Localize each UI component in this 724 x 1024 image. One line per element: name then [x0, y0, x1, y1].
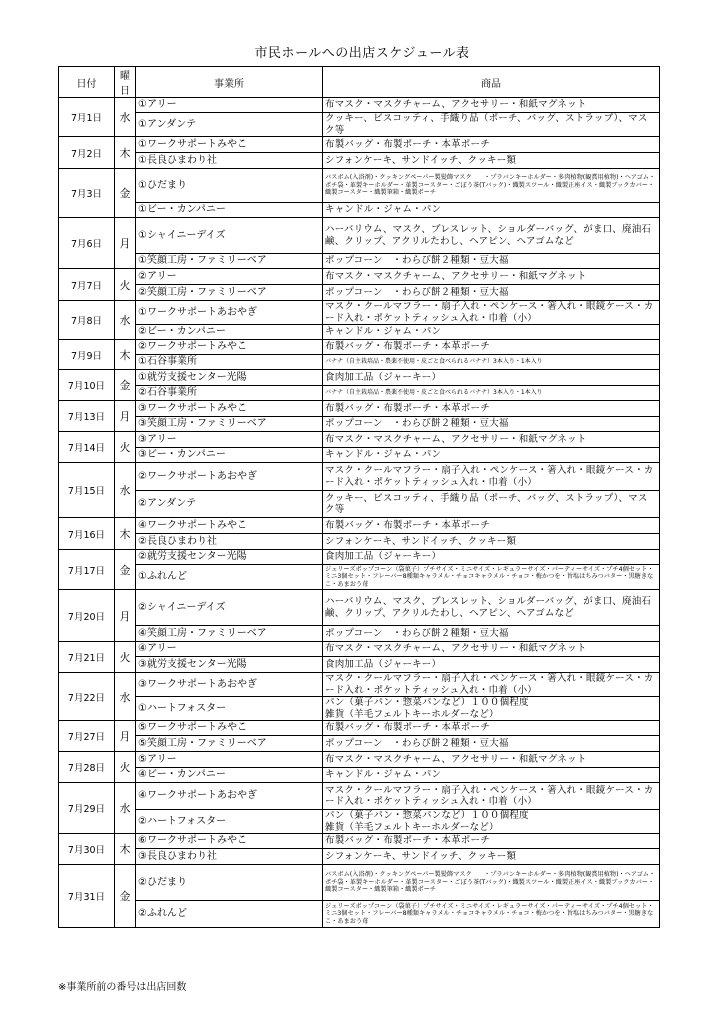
table-row	[59, 386, 660, 401]
table-row	[59, 810, 660, 834]
shop-cell: ②ハートフォスター	[136, 810, 323, 834]
product-cell: キャンドル・ジャム・パン	[323, 325, 660, 340]
table-row	[59, 768, 660, 783]
date-cell: 7月31日	[59, 865, 115, 928]
date-cell: 7月28日	[59, 752, 115, 783]
product-cell: 布マスク・マスクチャーム、アクセサリー・和紙マグネット	[323, 269, 660, 285]
shop-cell: ③ワークサポートあおやぎ	[136, 673, 323, 697]
product-cell: パン（菓子パン・惣菜パンなど）１００個程度 雑貨（羊毛フェルトキーホルダーなど）	[323, 810, 660, 834]
shop-cell: ④笑顔工房・ファミリーベア	[136, 626, 323, 642]
product-cell: シフォンケーキ、サンドイッチ、クッキー類	[323, 153, 660, 169]
weekday-cell: 水	[115, 673, 136, 721]
shop-cell: ③就労支援センター光陽	[136, 657, 323, 673]
product-cell: ポップコーン ・わらび餅２種類・豆大福	[323, 254, 660, 269]
table-row	[59, 518, 660, 534]
product-cell: マスク・クールマフラー・扇子入れ・ペンケース・箸入れ・眼鏡ケース・カード入れ・ポケットティッシュ入れ・巾着（小）	[323, 463, 660, 491]
date-cell: 7月29日	[59, 783, 115, 834]
product-cell: ポップコーン ・わらび餅２種類・豆大福	[323, 736, 660, 752]
table-row	[59, 565, 660, 590]
date-cell: 7月30日	[59, 834, 115, 865]
page-title: 市民ホールへの出店スケジュール表	[254, 46, 470, 61]
date-cell: 7月8日	[59, 301, 115, 340]
product-cell: マスク・クールマフラー・扇子入れ・ペンケース・箸入れ・眼鏡ケース・カード入れ・ポケットティッシュ入れ・巾着（小）	[323, 783, 660, 810]
table-row	[59, 113, 660, 137]
table-row	[59, 355, 660, 370]
table-row	[59, 626, 660, 642]
weekday-cell: 月	[115, 590, 136, 642]
product-cell: 食肉加工品（ジャーキー）	[323, 657, 660, 673]
product-cell: 布マスク・マスクチャーム、アクセサリー・和紙マグネット	[323, 98, 660, 113]
table-row	[59, 340, 660, 355]
weekday-cell: 水	[115, 783, 136, 834]
table-row	[59, 203, 660, 218]
date-cell: 7月16日	[59, 518, 115, 550]
date-cell: 7月10日	[59, 370, 115, 401]
shop-cell: ③アリー	[136, 432, 323, 448]
shop-cell: ②ビー・カンパニー	[136, 325, 323, 340]
product-cell: 布マスク・マスクチャーム、アクセサリー・和紙マグネット	[323, 642, 660, 657]
shop-cell: ②長良ひまわり社	[136, 534, 323, 550]
shop-cell: ⑤笑顔工房・ファミリーベア	[136, 736, 323, 752]
weekday-cell: 火	[115, 269, 136, 301]
weekday-cell: 金	[115, 865, 136, 928]
footnote: ※事業所前の番号は出店回数	[58, 982, 187, 993]
header-shop: 事業所	[136, 67, 323, 98]
shop-cell: ②アリー	[136, 269, 323, 285]
product-cell: シフォンケーキ、サンドイッチ、クッキー類	[323, 849, 660, 865]
shop-cell: ②石谷事業所	[136, 386, 323, 401]
weekday-cell: 木	[115, 518, 136, 550]
product-cell: キャンドル・ジャム・パン	[323, 203, 660, 218]
date-cell: 7月3日	[59, 169, 115, 218]
schedule-table	[58, 66, 660, 928]
date-cell: 7月13日	[59, 401, 115, 432]
product-cell: 布製バッグ・布製ポーチ・本革ポーチ	[323, 518, 660, 534]
header-dow: 曜日	[115, 67, 136, 98]
table-row	[59, 301, 660, 325]
product-cell: ジェリーズポップコーン（袋菓子）プチサイズ・ミニサイズ・レギュラーサイズ・パーティーサイズ・プチ4個セット・ミニ3個セット・フレーバー8種類キャラメル・チョコキャラメル・チョコ・梅かつを・旨塩はちみつバター・黒糖きなこ・あまおう苺	[323, 565, 660, 590]
date-cell: 7月14日	[59, 432, 115, 463]
product-cell: ポップコーン ・わらび餅２種類・豆大福	[323, 417, 660, 432]
date-cell: 7月7日	[59, 269, 115, 301]
date-cell: 7月2日	[59, 137, 115, 169]
table-row	[59, 432, 660, 448]
product-cell: パン（菓子パン・惣菜パンなど）１００個程度 雑貨（羊毛フェルトキーホルダーなど）	[323, 697, 660, 721]
shop-cell: ②ワークサポートあおやぎ	[136, 463, 323, 491]
weekday-cell: 木	[115, 834, 136, 865]
product-cell: 食肉加工品（ジャーキー）	[323, 370, 660, 386]
product-cell: ハーバリウム、マスク、ブレスレット、ショルダーバッグ、がま口、廃油石鹸、クリップ、アクリルたわし、ヘアピン、ヘアゴムなど	[323, 218, 660, 254]
shop-cell: ①アリー	[136, 98, 323, 113]
product-cell: ポップコーン ・わらび餅２種類・豆大福	[323, 626, 660, 642]
table-row	[59, 463, 660, 491]
weekday-cell: 月	[115, 401, 136, 432]
shop-cell: ①シャイニーデイズ	[136, 218, 323, 254]
table-row	[59, 642, 660, 657]
table-row	[59, 550, 660, 565]
shop-cell: ④ビー・カンパニー	[136, 768, 323, 783]
shop-cell: ①ふれんど	[136, 565, 323, 590]
weekday-cell: 水	[115, 98, 136, 137]
product-cell: バナナ（自主栽培品・農薬不使用・皮ごと食べられるバナナ）3本入り・1本入り	[323, 386, 660, 401]
shop-cell: ①長良ひまわり社	[136, 153, 323, 169]
product-cell: バスボム(入浴剤)・クッキングペーパー製髪飾マスク ・プラバンキーホルダー・多肉植物(観賞用植物)・ヘアゴム・ポチ袋・革製キーホルダー・革製コースター・ごぼう茶(Tバック)・織製スツール・織製正座イス・織製ブックカバー・織製コースター・織製筆箱・織製ポーチ	[323, 169, 660, 203]
weekday-cell: 木	[115, 340, 136, 370]
table-row	[59, 98, 660, 113]
shop-cell: ①アンダンテ	[136, 113, 323, 137]
table-row	[59, 448, 660, 463]
shop-cell: ②ひだまり	[136, 865, 323, 901]
table-row	[59, 534, 660, 550]
shop-cell: ②アンダンテ	[136, 491, 323, 518]
product-cell: クッキー、ビスコッティ、手織り品（ポーチ、バッグ、ストラップ）、マスク等	[323, 491, 660, 518]
table-row	[59, 325, 660, 340]
product-cell: マスク・クールマフラー・扇子入れ・ペンケース・箸入れ・眼鏡ケース・カード入れ・ポケットティッシュ入れ・巾着（小）	[323, 673, 660, 697]
table-row	[59, 865, 660, 901]
date-cell: 7月21日	[59, 642, 115, 673]
product-cell: キャンドル・ジャム・パン	[323, 448, 660, 463]
table-row	[59, 752, 660, 768]
product-cell: バスボム(入浴剤)・クッキングペーパー製髪飾マスク ・プラバンキーホルダー・多肉植物(観賞用植物)・ヘアゴム・ポチ袋・革製キーホルダー・革製コースター・ごぼう茶(Tバック)・織製スツール・織製正座イス・織製ブックカバー・織製コースター・織製筆箱・織製ポーチ	[323, 865, 660, 901]
product-cell: シフォンケーキ、サンドイッチ、クッキー類	[323, 534, 660, 550]
shop-cell: ②ワークサポートみやこ	[136, 340, 323, 355]
shop-cell: ②笑顔工房・ファミリーベア	[136, 285, 323, 301]
table-row	[59, 153, 660, 169]
shop-cell: ①ひだまり	[136, 169, 323, 203]
product-cell: バナナ（自主栽培品・農薬不使用・皮ごと食べられるバナナ）3本入り・1本入り	[323, 355, 660, 370]
table-row	[59, 673, 660, 697]
shop-cell: ③笑顔工房・ファミリーベア	[136, 417, 323, 432]
shop-cell: ③ビー・カンパニー	[136, 448, 323, 463]
weekday-cell: 火	[115, 752, 136, 783]
product-cell: 布製バッグ・布製ポーチ・本革ポーチ	[323, 721, 660, 736]
table-row	[59, 697, 660, 721]
shop-cell: ②就労支援センター光陽	[136, 550, 323, 565]
weekday-cell: 金	[115, 370, 136, 401]
shop-cell: ④ワークサポートみやこ	[136, 518, 323, 534]
table-row	[59, 849, 660, 865]
shop-cell: ①ビー・カンパニー	[136, 203, 323, 218]
table-row	[59, 401, 660, 417]
shop-cell: ③長良ひまわり社	[136, 849, 323, 865]
weekday-cell: 月	[115, 721, 136, 752]
weekday-cell: 月	[115, 218, 136, 269]
shop-cell: ①就労支援センター光陽	[136, 370, 323, 386]
shop-cell: ①石谷事業所	[136, 355, 323, 370]
product-cell: マスク・クールマフラー・扇子入れ・ペンケース・箸入れ・眼鏡ケース・カード入れ・ポケットティッシュ入れ・巾着（小）	[323, 301, 660, 325]
product-cell: 布製バッグ・布製ポーチ・本革ポーチ	[323, 340, 660, 355]
shop-cell: ②ふれんど	[136, 901, 323, 928]
product-cell: ジェリーズポップコーン（袋菓子）プチサイズ・ミニサイズ・レギュラーサイズ・パーティーサイズ・プチ4個セット・ミニ3個セット・フレーバー8種類キャラメル・チョコキャラメル・チョコ・梅かつを・旨塩はちみつバター・黒糖きなこ・あまおう苺	[323, 901, 660, 928]
shop-cell: ①ワークサポートみやこ	[136, 137, 323, 153]
header-date: 日付	[59, 67, 115, 98]
table-row	[59, 370, 660, 386]
shop-cell: ④ワークサポートあおやぎ	[136, 783, 323, 810]
date-cell: 7月9日	[59, 340, 115, 370]
table-row	[59, 657, 660, 673]
table-row	[59, 491, 660, 518]
product-cell: ポップコーン ・わらび餅２種類・豆大福	[323, 285, 660, 301]
table-row	[59, 269, 660, 285]
shop-cell: ③ワークサポートみやこ	[136, 401, 323, 417]
table-header-row	[59, 67, 660, 98]
table-row	[59, 736, 660, 752]
date-cell: 7月1日	[59, 98, 115, 137]
product-cell: 布マスク・マスクチャーム、アクセサリー・和紙マグネット	[323, 432, 660, 448]
table-row	[59, 169, 660, 203]
date-cell: 7月27日	[59, 721, 115, 752]
product-cell: 食肉加工品（ジャーキー）	[323, 550, 660, 565]
table-row	[59, 137, 660, 153]
table-row	[59, 285, 660, 301]
product-cell: キャンドル・ジャム・パン	[323, 768, 660, 783]
table-row	[59, 834, 660, 849]
table-row	[59, 254, 660, 269]
weekday-cell: 火	[115, 642, 136, 673]
table-row	[59, 218, 660, 254]
shop-cell: ⑤ワークサポートみやこ	[136, 721, 323, 736]
shop-cell: ②シャイニーデイズ	[136, 590, 323, 626]
table-row	[59, 783, 660, 810]
date-cell: 7月15日	[59, 463, 115, 518]
date-cell: 7月6日	[59, 218, 115, 269]
date-cell: 7月17日	[59, 550, 115, 590]
table-row	[59, 417, 660, 432]
product-cell: ハーバリウム、マスク、ブレスレット、ショルダーバッグ、がま口、廃油石鹸、クリップ、アクリルたわし、ヘアピン、ヘアゴムなど	[323, 590, 660, 626]
shop-cell: ①笑顔工房・ファミリーベア	[136, 254, 323, 269]
shop-cell: ⑤アリー	[136, 752, 323, 768]
weekday-cell: 水	[115, 463, 136, 518]
product-cell: 布製バッグ・布製ポーチ・本革ポーチ	[323, 834, 660, 849]
shop-cell: ①ハートフォスター	[136, 697, 323, 721]
product-cell: クッキー、ビスコッティ、手織り品（ポーチ、バッグ、ストラップ）、マスク等	[323, 113, 660, 137]
table-row	[59, 901, 660, 928]
product-cell: 布製バッグ・布製ポーチ・本革ポーチ	[323, 401, 660, 417]
weekday-cell: 火	[115, 432, 136, 463]
product-cell: 布マスク・マスクチャーム、アクセサリー・和紙マグネット	[323, 752, 660, 768]
shop-cell: ⑥ワークサポートみやこ	[136, 834, 323, 849]
product-cell: 布製バッグ・布製ポーチ・本革ポーチ	[323, 137, 660, 153]
shop-cell: ④アリー	[136, 642, 323, 657]
weekday-cell: 金	[115, 550, 136, 590]
weekday-cell: 金	[115, 169, 136, 218]
date-cell: 7月22日	[59, 673, 115, 721]
table-row	[59, 721, 660, 736]
shop-cell: ①ワークサポートあおやぎ	[136, 301, 323, 325]
weekday-cell: 水	[115, 301, 136, 340]
weekday-cell: 木	[115, 137, 136, 169]
header-product: 商品	[323, 67, 660, 98]
table-row	[59, 590, 660, 626]
date-cell: 7月20日	[59, 590, 115, 642]
